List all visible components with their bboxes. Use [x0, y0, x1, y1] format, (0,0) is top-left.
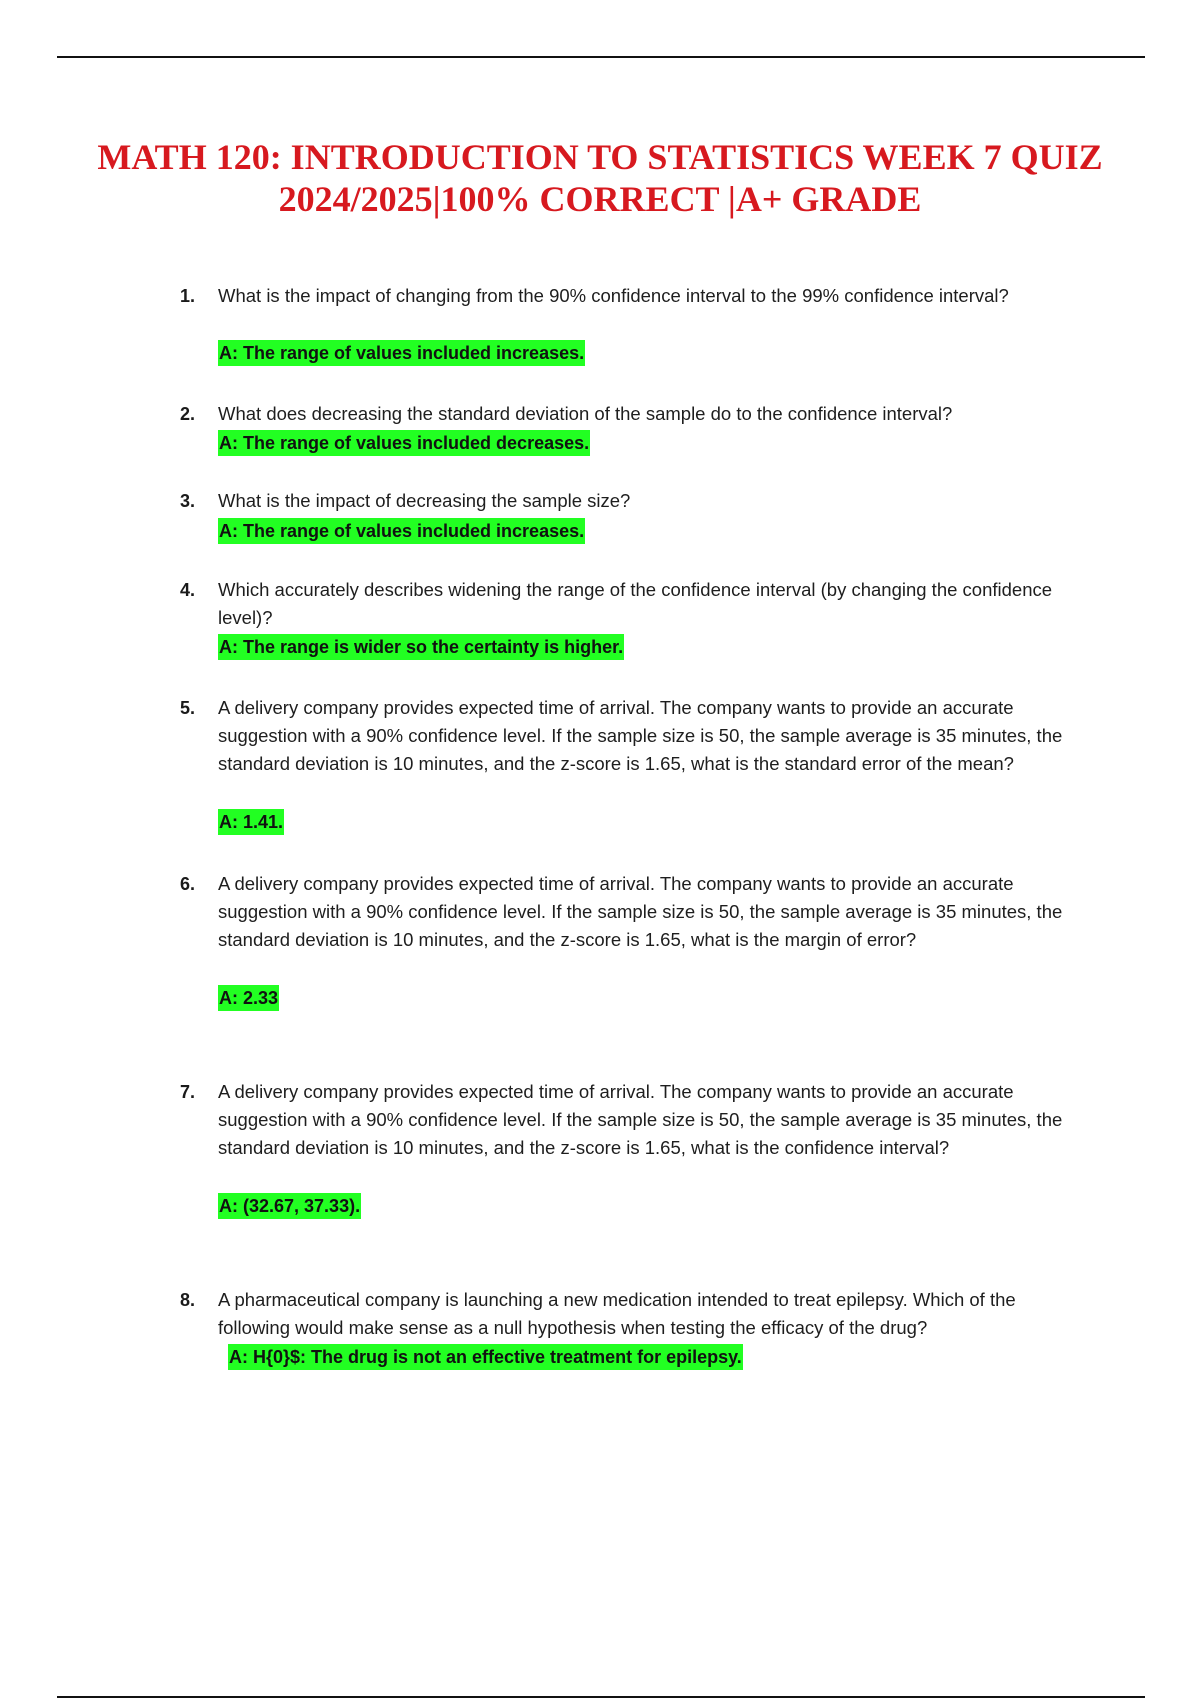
question-number: 6.	[180, 874, 196, 894]
question-text: What does decreasing the standard deviation of the sample do to the confidence interval?	[218, 403, 953, 424]
question-number: 8.	[180, 1290, 196, 1310]
question-text: A delivery company provides expected time of arrival. The company wants to provide an accurate suggestion with a 90% confidence level. If the sample size is 50, the sample average is 35 minutes, the standard deviation is 10 minutes, and the z-score is 1.65, what is the margin of error?	[218, 873, 1063, 950]
question-text: A delivery company provides expected time of arrival. The company wants to provide an accurate suggestion with a 90% confidence level. If the sample size is 50, the sample average is 35 minutes, the standard deviation is 10 minutes, and the z-score is 1.65, what is the standard error of the mean?	[218, 697, 1063, 774]
question-number: 2.	[180, 404, 196, 424]
answer-highlight: A: The range is wider so the certainty is higher.	[218, 634, 624, 660]
answer-highlight: A: H{0}$: The drug is not an effective treatment for epilepsy.	[228, 1344, 743, 1370]
question-number: 3.	[180, 491, 196, 511]
question-text: What is the impact of decreasing the sample size?	[218, 490, 631, 511]
question-text: A delivery company provides expected time of arrival. The company wants to provide an accurate suggestion with a 90% confidence level. If the sample size is 50, the sample average is 35 minutes, the standard deviation is 10 minutes, and the z-score is 1.65, what is the confidence interval?	[218, 1081, 1063, 1158]
answer-highlight: A: The range of values included increases.	[218, 518, 585, 544]
document-title: MATH 120: INTRODUCTION TO STATISTICS WEEK 7 QUIZ 2024/2025|100% CORRECT |A+ GRADE	[97, 137, 1103, 219]
answer-highlight: A: 2.33	[218, 985, 279, 1011]
question-text: A pharmaceutical company is launching a new medication intended to treat epilepsy. Which of the following would make sense as a null hypothesis when testing the efficacy of the drug?	[218, 1289, 1016, 1338]
bottom-rule	[57, 1696, 1145, 1698]
answer-highlight: A: (32.67, 37.33).	[218, 1193, 361, 1219]
question-number: 5.	[180, 698, 196, 718]
question-number: 1.	[180, 286, 196, 306]
answer-highlight: A: The range of values included decreases.	[218, 430, 590, 456]
answer-highlight: A: 1.41.	[218, 809, 284, 835]
question-text: What is the impact of changing from the 90% confidence interval to the 99% confidence interval?	[218, 285, 1009, 306]
question-number: 4.	[180, 580, 196, 600]
question-number: 7.	[180, 1082, 196, 1102]
answer-highlight: A: The range of values included increases.	[218, 340, 585, 366]
question-text: Which accurately describes widening the range of the confidence interval (by changing the confidence level)?	[218, 579, 1053, 628]
